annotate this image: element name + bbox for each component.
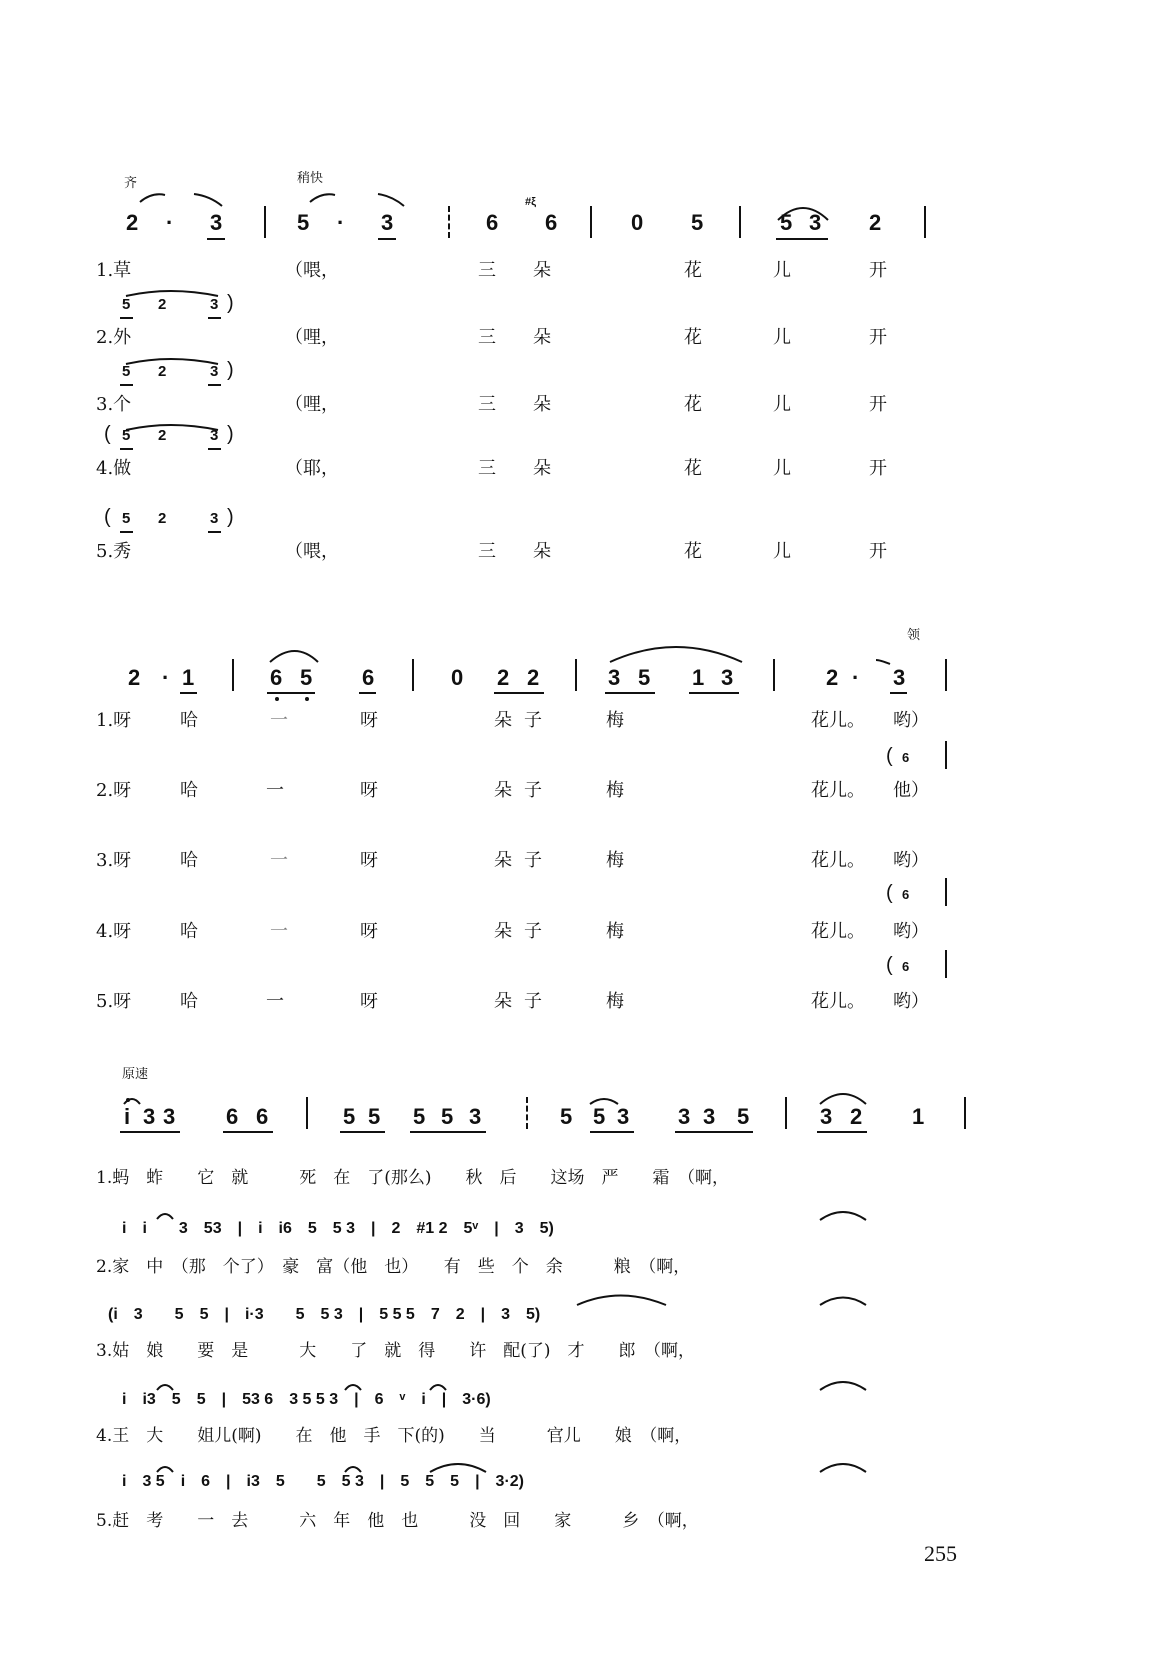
lyric: 三 [478,260,496,281]
note: 6 [270,665,283,690]
lyric: 梅 [606,850,624,871]
lyric: 2.外 [96,327,132,348]
slur-arc [126,291,218,296]
note: 3 [143,1104,156,1129]
note: 3 [820,1104,833,1129]
lyric: 三 [478,327,496,348]
note: 5 [297,210,310,235]
note: 6 [902,887,910,902]
lyric: 哈 [180,710,198,731]
tempo-mark: 齐 [124,176,138,191]
lyric: 哈 [180,991,198,1012]
note: 5 [300,665,313,690]
lyric: 哟） [893,710,929,731]
lyric: 花儿。 [811,921,865,942]
lyric: 三 [478,541,496,562]
note: 5 [638,665,651,690]
note: 3 [469,1104,482,1129]
note: 5 [122,427,131,444]
note: 6 [902,750,910,765]
note-dot: · [162,665,170,690]
slur-arc [157,1467,173,1472]
slur-arc [610,647,742,662]
lyric: 梅 [606,710,624,731]
bracket: ) [227,506,234,528]
lyric: 5.呀 [96,991,132,1012]
note: 6 [486,210,499,235]
note: 0 [451,665,464,690]
note: 5 [593,1104,606,1129]
note: 5 [737,1104,750,1129]
lyric: 朵 [533,260,551,281]
lyric: 哟） [893,921,929,942]
lyric: 朵 [533,327,551,348]
lyric: 朵 [533,394,551,415]
note: 6 [545,210,558,235]
lyric: 朵 [533,541,551,562]
slur-arc [157,1385,173,1390]
bracket: ( [886,882,893,904]
note: 6 [226,1104,239,1129]
lyric: 花儿。 [811,710,865,731]
note: 5 [122,363,131,380]
note: 3 [381,210,394,235]
bracket: ( [104,423,111,445]
note: 5 [343,1104,356,1129]
note: 2 [497,665,510,690]
interlude-line: i i3 5 5 | 53 6 3 5 5 3 | 6 ᵛ i | 3·6) [122,1391,491,1408]
lyric: 朵子 [494,850,554,871]
lyric: （哩， [285,327,339,348]
note-dot: · [166,210,174,235]
bracket: ( [886,745,893,767]
lyric: 花儿。 [811,850,865,871]
note: 1 [182,665,195,690]
lyric: （耶， [285,458,339,479]
slur-arc [876,660,890,664]
lyric: 哈 [180,921,198,942]
slur-arc [590,1099,618,1104]
slur-arc [430,1385,446,1390]
lyric: 花 [684,541,702,562]
lyric: 儿 [773,260,791,281]
lyric-line: 4.王 大 姐儿(啊) 在 他 手 下(的) 当 官儿 娘 （啊， [96,1426,692,1446]
note: 2 [128,665,141,690]
lyric: 儿 [773,327,791,348]
bracket: ( [104,506,111,528]
lyric: 开 [869,327,887,348]
note: 3 [163,1104,176,1129]
lyric-line: 5.赶 考 一 去 六 年 他 也 没 回 家 乡 （啊， [96,1511,699,1531]
lyric-line: 1.蚂 蚱 它 就 死 在 了(那么) 秋 后 这场 严 霜 （啊， [96,1168,729,1188]
lyric: 开 [869,541,887,562]
lyric: 朵子 [494,710,554,731]
note: 3 [721,665,734,690]
lyric: 花儿。 [811,991,865,1012]
lyric: 朵 [533,458,551,479]
lyric: 花 [684,260,702,281]
lyric: 呀 [360,991,378,1012]
lyric: 5.秀 [96,541,132,562]
lyric: 梅 [606,921,624,942]
note: 2 [826,665,839,690]
note: 3 [210,427,219,444]
lyric: 花 [684,327,702,348]
lyric: 哟） [893,850,929,871]
lyric: （哩， [285,394,339,415]
note: 3 [617,1104,630,1129]
lyric: 哈 [180,850,198,871]
interlude-line: (i 3 5 5 | i·3 5 5 3 | 5 5 5 7 2 | 3 5) [108,1306,541,1323]
lyric: 呀 [360,710,378,731]
bracket: ) [227,292,234,314]
lyric: 朵子 [494,991,554,1012]
slur-arc [124,1099,140,1104]
note: 5 [122,296,131,313]
note: i [124,1104,131,1129]
lyric: 一 [270,921,288,942]
lyric: 儿 [773,394,791,415]
note: 3 [608,665,621,690]
note: 5 [368,1104,381,1129]
page-number: 255 [924,1541,957,1566]
note: 5 [691,210,704,235]
lyric: 一 [270,850,288,871]
tempo-mark: 原速 [122,1067,149,1082]
lyric: 一 [266,780,284,801]
note-dot: · [852,665,860,690]
slur-arc [157,1214,173,1219]
lyric: 2.呀 [96,780,132,801]
note: 1 [692,665,705,690]
note: 1 [912,1104,925,1129]
lyric: 他） [893,780,929,801]
note: 2 [158,296,167,313]
note: 2 [158,363,167,380]
lyric: 哈 [180,780,198,801]
note: 5 [560,1104,573,1129]
note: 6 [902,959,910,974]
interlude-line: i 3 5 i 6 | i3 5 5 5 3 | 5 5 5 | 3·2) [122,1473,524,1490]
lyric: 一 [270,710,288,731]
lyric: 朵子 [494,921,554,942]
note: 5 [413,1104,426,1129]
lyric: 呀 [360,921,378,942]
slur-arc [345,1385,361,1390]
lyric: （喂， [285,260,339,281]
bracket: ) [227,359,234,381]
lyric: 梅 [606,991,624,1012]
lyric: 呀 [360,850,378,871]
lyric: 1.草 [96,260,132,281]
slur-arc [310,194,335,202]
note: 6 [362,665,375,690]
note: 2 [850,1104,863,1129]
lyric: 4.呀 [96,921,132,942]
tempo-mark: 稍快 [297,171,324,186]
lyric: 花 [684,458,702,479]
lyric: 开 [869,394,887,415]
slur-arc [378,194,404,206]
note: 2 [158,427,167,444]
slur-arc [126,425,218,430]
lyric: 儿 [773,541,791,562]
slur-arc [126,359,218,364]
grace-note: #ξ [525,196,537,208]
lyric: 朵子 [494,780,554,801]
slur-arc [778,208,828,220]
note-dot: · [337,210,345,235]
lyric: 花 [684,394,702,415]
note: 3 [703,1104,716,1129]
lyric: 梅 [606,780,624,801]
lyric: 一 [266,991,284,1012]
lyric: 3.个 [96,394,132,415]
lyric: 4.做 [96,458,132,479]
slur-arc [820,1298,866,1306]
lyric-line: 2.家 中 （那 个了） 豪 富（他 也） 有 些 个 余 粮 （啊， [96,1257,691,1277]
note: 2 [126,210,139,235]
note: 2 [527,665,540,690]
note: 3 [809,210,822,235]
lyric: 三 [478,394,496,415]
lyric: 开 [869,458,887,479]
bracket: ( [886,954,893,976]
note: 3 [210,363,219,380]
lyric: 1.呀 [96,710,132,731]
slur-arc [577,1296,666,1306]
slur-arc [140,194,165,202]
lyric: 儿 [773,458,791,479]
slur-arc [430,1464,486,1472]
slur-arc [820,1212,866,1220]
note: 3 [210,210,223,235]
note: 3 [210,510,219,527]
note: 2 [158,510,167,527]
note: 3 [678,1104,691,1129]
bracket: ) [227,423,234,445]
interlude-line: i i 3 53 | i i6 5 5 3 | 2 #1 2 5ᵛ | 3 5) [122,1220,554,1237]
slur-arc [820,1464,866,1472]
note: 5 [441,1104,454,1129]
slur-arc [820,1094,866,1104]
slur-arc [820,1382,866,1390]
lyric: 呀 [360,780,378,801]
lyric: （喂， [285,541,339,562]
note: 0 [631,210,644,235]
slur-arc [270,651,318,662]
lyric: 3.呀 [96,850,132,871]
lyric: 开 [869,260,887,281]
lyric: 三 [478,458,496,479]
note: 2 [869,210,882,235]
lyric-line: 3.姑 娘 要 是 大 了 就 得 许 配(了) 才 郎 （啊， [96,1341,695,1361]
note: 6 [256,1104,269,1129]
slur-arc [194,194,222,206]
tempo-mark: 领 [907,628,921,643]
lyric: 花儿。 [811,780,865,801]
note: 3 [210,296,219,313]
note: 5 [780,210,793,235]
note: 5 [122,510,131,527]
note: 3 [893,665,906,690]
slur-arc [345,1467,361,1472]
lyric: 哟） [893,991,929,1012]
